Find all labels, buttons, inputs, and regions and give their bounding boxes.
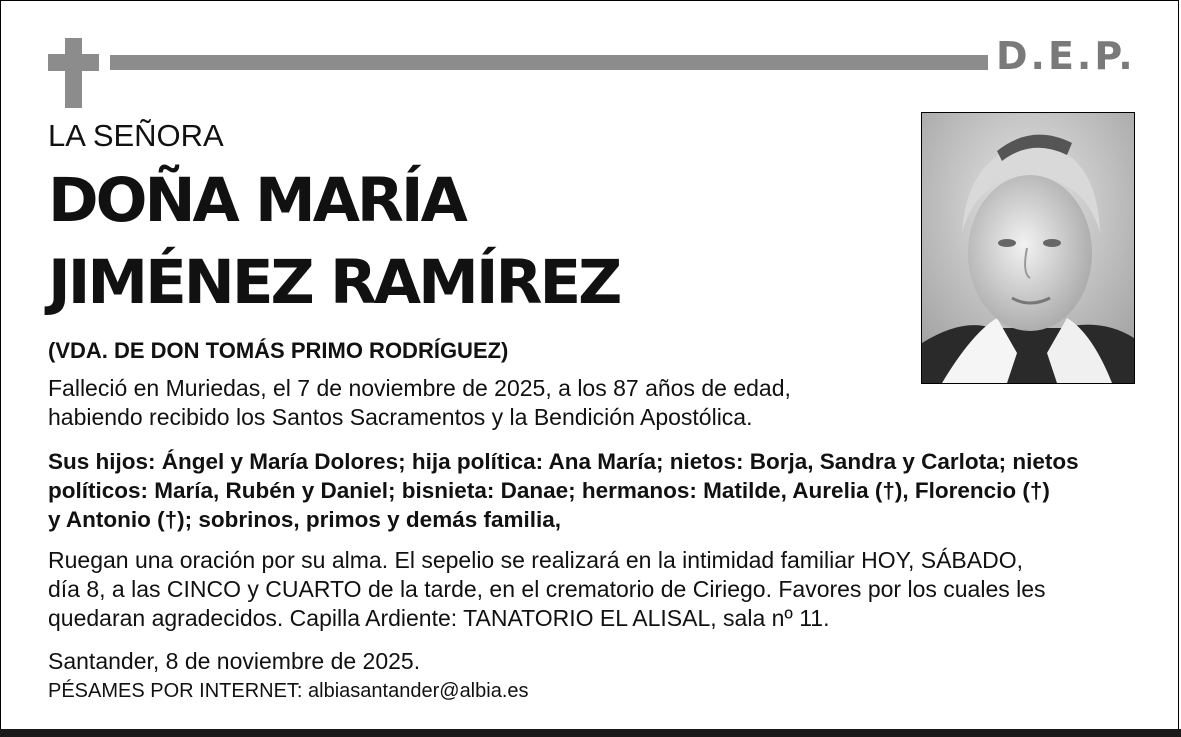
bottom-border (0, 729, 1181, 737)
portrait-photo (921, 112, 1135, 384)
header-rule (110, 55, 988, 70)
cross-icon-bar (48, 54, 99, 71)
title-prefix: LA SEÑORA (48, 118, 224, 153)
family-line: políticos: María, Rubén y Daniel; bisnieta: Danae; hermanos: Matilde, Aurelia (†), Florencio (†) (48, 478, 1050, 503)
cross-icon (65, 38, 82, 108)
deceased-name-line1: DOÑA MARÍA (48, 165, 465, 236)
service-line: quedaran agradecidos. Capilla Ardiente: TANATORIO EL ALISAL, sala nº 11. (48, 605, 830, 631)
service-details (48, 546, 1046, 633)
family-list (48, 447, 1079, 534)
death-line: habiendo recibido los Santos Sacramentos y la Bendición Apostólica. (48, 404, 753, 430)
family-line: y Antonio (†); sobrinos, primos y demás familia, (48, 507, 562, 532)
death-notice (48, 374, 791, 432)
deceased-name-line2: JIMÉNEZ RAMÍREZ (48, 247, 620, 318)
widow-of: (VDA. DE DON TOMÁS PRIMO RODRÍGUEZ) (48, 338, 509, 363)
place-date: Santander, 8 de noviembre de 2025. (48, 648, 421, 674)
family-line: Sus hijos: Ángel y María Dolores; hija política: Ana María; nietos: Borja, Sandra y Carlota; nietos (48, 449, 1079, 474)
death-line: Falleció en Muriedas, el 7 de noviembre de 2025, a los 87 años de edad, (48, 375, 791, 401)
service-line: día 8, a las CINCO y CUARTO de la tarde, en el crematorio de Ciriego. Favores por los cuales les (48, 576, 1046, 602)
service-line: Ruegan una oración por su alma. El sepelio se realizará en la intimidad familiar HOY, SÁBADO, (48, 547, 1024, 573)
dep-mark: D.E.P. (996, 34, 1136, 78)
condolences-line: PÉSAMES POR INTERNET: albiasantander@albia.es (48, 680, 529, 702)
